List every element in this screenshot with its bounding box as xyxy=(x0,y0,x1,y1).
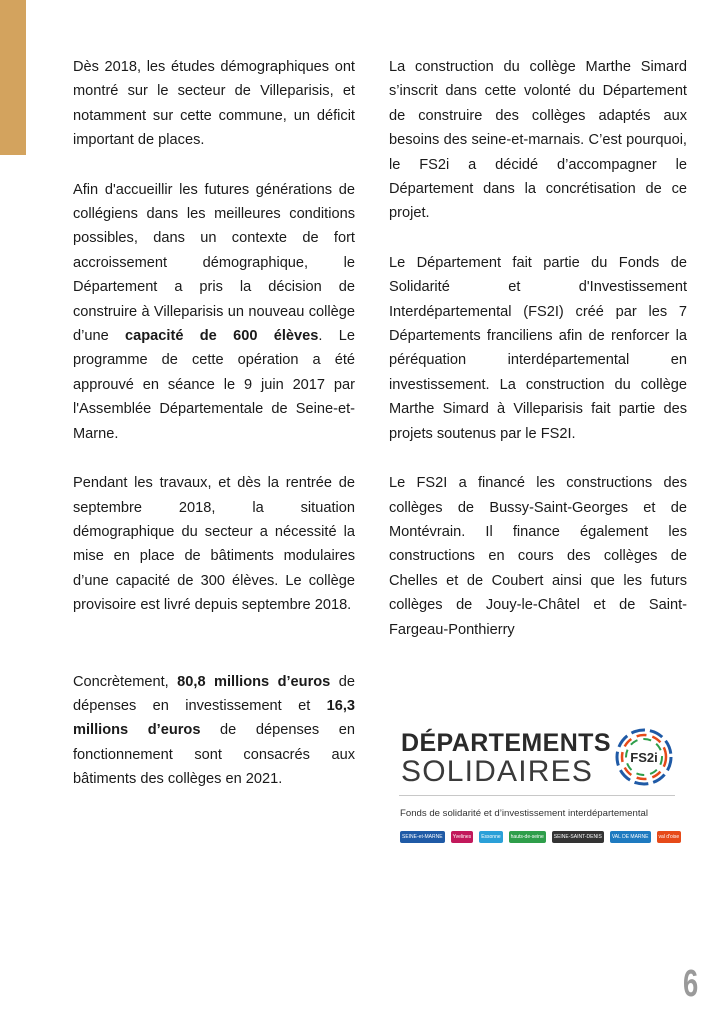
operating-amount: 16,3 millions d’euros xyxy=(73,697,355,739)
department-logo: SEINE-et-MARNE xyxy=(400,831,445,843)
accent-bar xyxy=(0,0,26,155)
page-number: 6 xyxy=(683,963,699,1005)
text-span: Concrètement, xyxy=(73,673,178,690)
logo-tagline: Fonds de solidarité et d’investissement interdépartemental xyxy=(400,808,648,819)
capacity-highlight: capacité de 600 élèves xyxy=(125,328,319,345)
left-column xyxy=(73,55,355,792)
department-logo: hauts-de-seine xyxy=(509,831,546,843)
logo-line-1: DÉPARTEMENTS xyxy=(401,729,611,757)
text-span: . Le programme de cette opération a été approuvé en séance le 9 juin 2017 par l'Assemblée Départementale de Seine-et-Marne. xyxy=(73,328,356,442)
fs2i-ring-icon xyxy=(612,725,676,789)
department-logo: val d'oise xyxy=(657,831,682,843)
investment-amount: 80,8 millions d’euros xyxy=(177,673,331,690)
paragraph-demographic-studies: Dès 2018, les études démographiques ont montré sur le secteur de Villeparisis, et notamment sur cette commune, un déficit important de places. xyxy=(73,59,355,149)
paragraph-budget xyxy=(73,670,355,792)
paragraph-modular-buildings: Pendant les travaux, et dès la rentrée de septembre 2018, la situation démographique du secteur a nécessité la mise en place de bâtiments modulaires d’une capacité de 300 élèves. Le collège provisoire est livré depuis septembre 2018. xyxy=(73,475,355,614)
department-logos xyxy=(400,828,680,846)
departements-solidaires-logo xyxy=(390,722,686,852)
department-logo: Essonne xyxy=(479,831,502,843)
paragraph-new-college-decision xyxy=(73,178,355,446)
paragraph-marthe-simard: La construction du collège Marthe Simard s’inscrit dans cette volonté du Département de construire des collèges adaptés aux besoins des seine-et-marnais. C’est pourquoi, le FS2i a décidé d’accompagner le Département dans la concrétisation de ce projet. xyxy=(389,59,687,222)
paragraph-fs2i-projects: Le FS2I a financé les constructions des collèges de Bussy-Saint-Georges et de Montévrain. Il finance également les constructions en cours des collèges de Chelles et de Coubert ainsi que les futurs collèges de Jouy-le-Châtel et de Saint-Fargeau-Ponthierry xyxy=(389,475,687,638)
fs2i-badge: FS2i xyxy=(630,750,658,765)
text-span: de dépenses en investissement et xyxy=(73,673,355,714)
text-span: de dépenses en fonctionnement sont consacrés aux bâtiments des collèges en 2021. xyxy=(73,722,356,788)
text-span: Afin d'accueillir les futures générations de collégiens dans les meilleures conditions possibles, dans un contexte de fort accroissement démographique, le Département a pris la décision de construire à Villeparisis un nouveau collège d’une xyxy=(73,181,355,345)
paragraph-fs2i-membership: Le Département fait partie du Fonds de Solidarité et d'Investissement Interdépartemental (FS2I) créé par les 7 Départements franciliens afin de renforcer la péréquation interdépartemental en investissement. La construction du collège Marthe Simard à Villeparisis fait partie des projets soutenus par le FS2I. xyxy=(389,254,687,442)
logo-divider xyxy=(399,795,675,796)
logo-line-2: SOLIDAIRES xyxy=(401,755,594,788)
right-column xyxy=(389,55,687,642)
department-logo: SEINE-SAINT-DENIS xyxy=(552,831,604,843)
department-logo: VAL DE MARNE xyxy=(610,831,651,843)
department-logo: Yvelines xyxy=(451,831,474,843)
